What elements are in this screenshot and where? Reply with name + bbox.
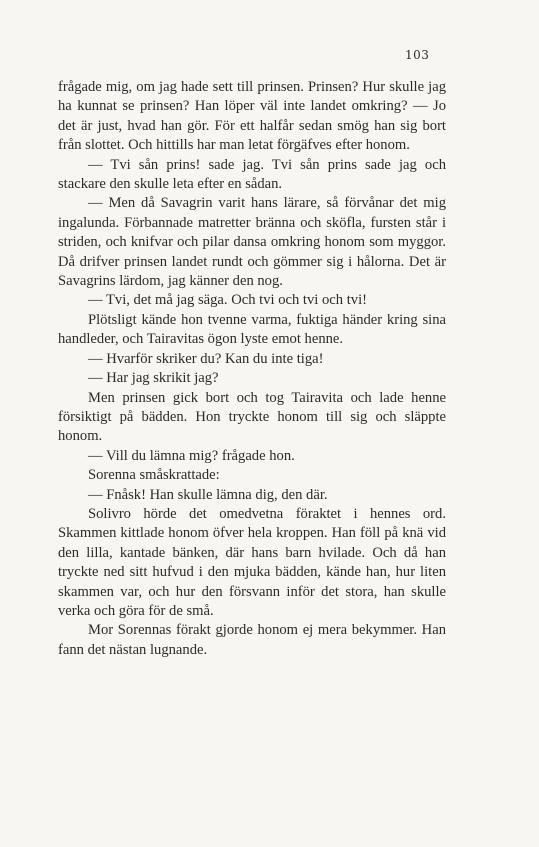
paragraph: Plötsligt kände hon tvenne varma, fuktiga händer kring sina handleder, och Tairavitas ögon lyste emot henne.: [58, 311, 446, 348]
text-block: [58, 78, 446, 660]
paragraph: Mor Sorennas förakt gjorde honom ej mera bekymmer. Han fann det nästan lugnande.: [58, 622, 446, 658]
paragraph: — Hvarför skriker du? Kan du inte tiga!: [88, 350, 324, 367]
paragraph: frågade mig, om jag hade sett till prinsen. Prinsen? Hur skulle jag ha kunnat se prinsen? Han löper väl inte landet omkring? — Jo det är just, hvad han gör. För ett halfår sedan smög han sig bort från slottet. Och hittills har man letat förgäfves efter honom.: [58, 79, 446, 154]
paragraph: — Vill du lämna mig? frågade hon.: [88, 447, 295, 464]
paragraph: — Men då Savagrin varit hans lärare, så förvånar det mig ingalunda. Förbannade matretter bränna och sköfla, fursten står i striden, och knifvar och pilar dansa omkring honom som myggor. Då drifver prinsen landet rundt och gömmer sig i hålorna. Det är Savagrins lärdom, jag känner den nog.: [58, 195, 446, 290]
paragraph: Solivro hörde det omedvetna föraktet i hennes ord. Skammen kittlade honom öfver hela kroppen. Han föll på knä vid den lilla, kantade bänken, där hans barn hvilade. Och då han tryckte ned sitt hufvud i den mjuka bädden, kände han, hur liten skammen var, och hur den försvann inför det stora, han skulle verka och göra för de små.: [58, 505, 446, 619]
page-number: 103: [405, 48, 430, 62]
paragraph: Men prinsen gick bort och tog Tairavita och lade henne försiktigt på bädden. Hon tryckte honom till sig och släppte honom.: [58, 389, 446, 445]
paragraph: — Tvi, det må jag säga. Och tvi och tvi och tvi!: [88, 292, 367, 309]
paragraph: — Har jag skrikit jag?: [88, 370, 219, 387]
paragraph: — Fnåsk! Han skulle lämna dig, den där.: [88, 486, 328, 503]
paragraph: Sorenna småskrattade:: [88, 467, 220, 484]
paragraph: — Tvi sån prins! sade jag. Tvi sån prins sade jag och stackare den skulle leta efter en sådan.: [58, 156, 446, 193]
